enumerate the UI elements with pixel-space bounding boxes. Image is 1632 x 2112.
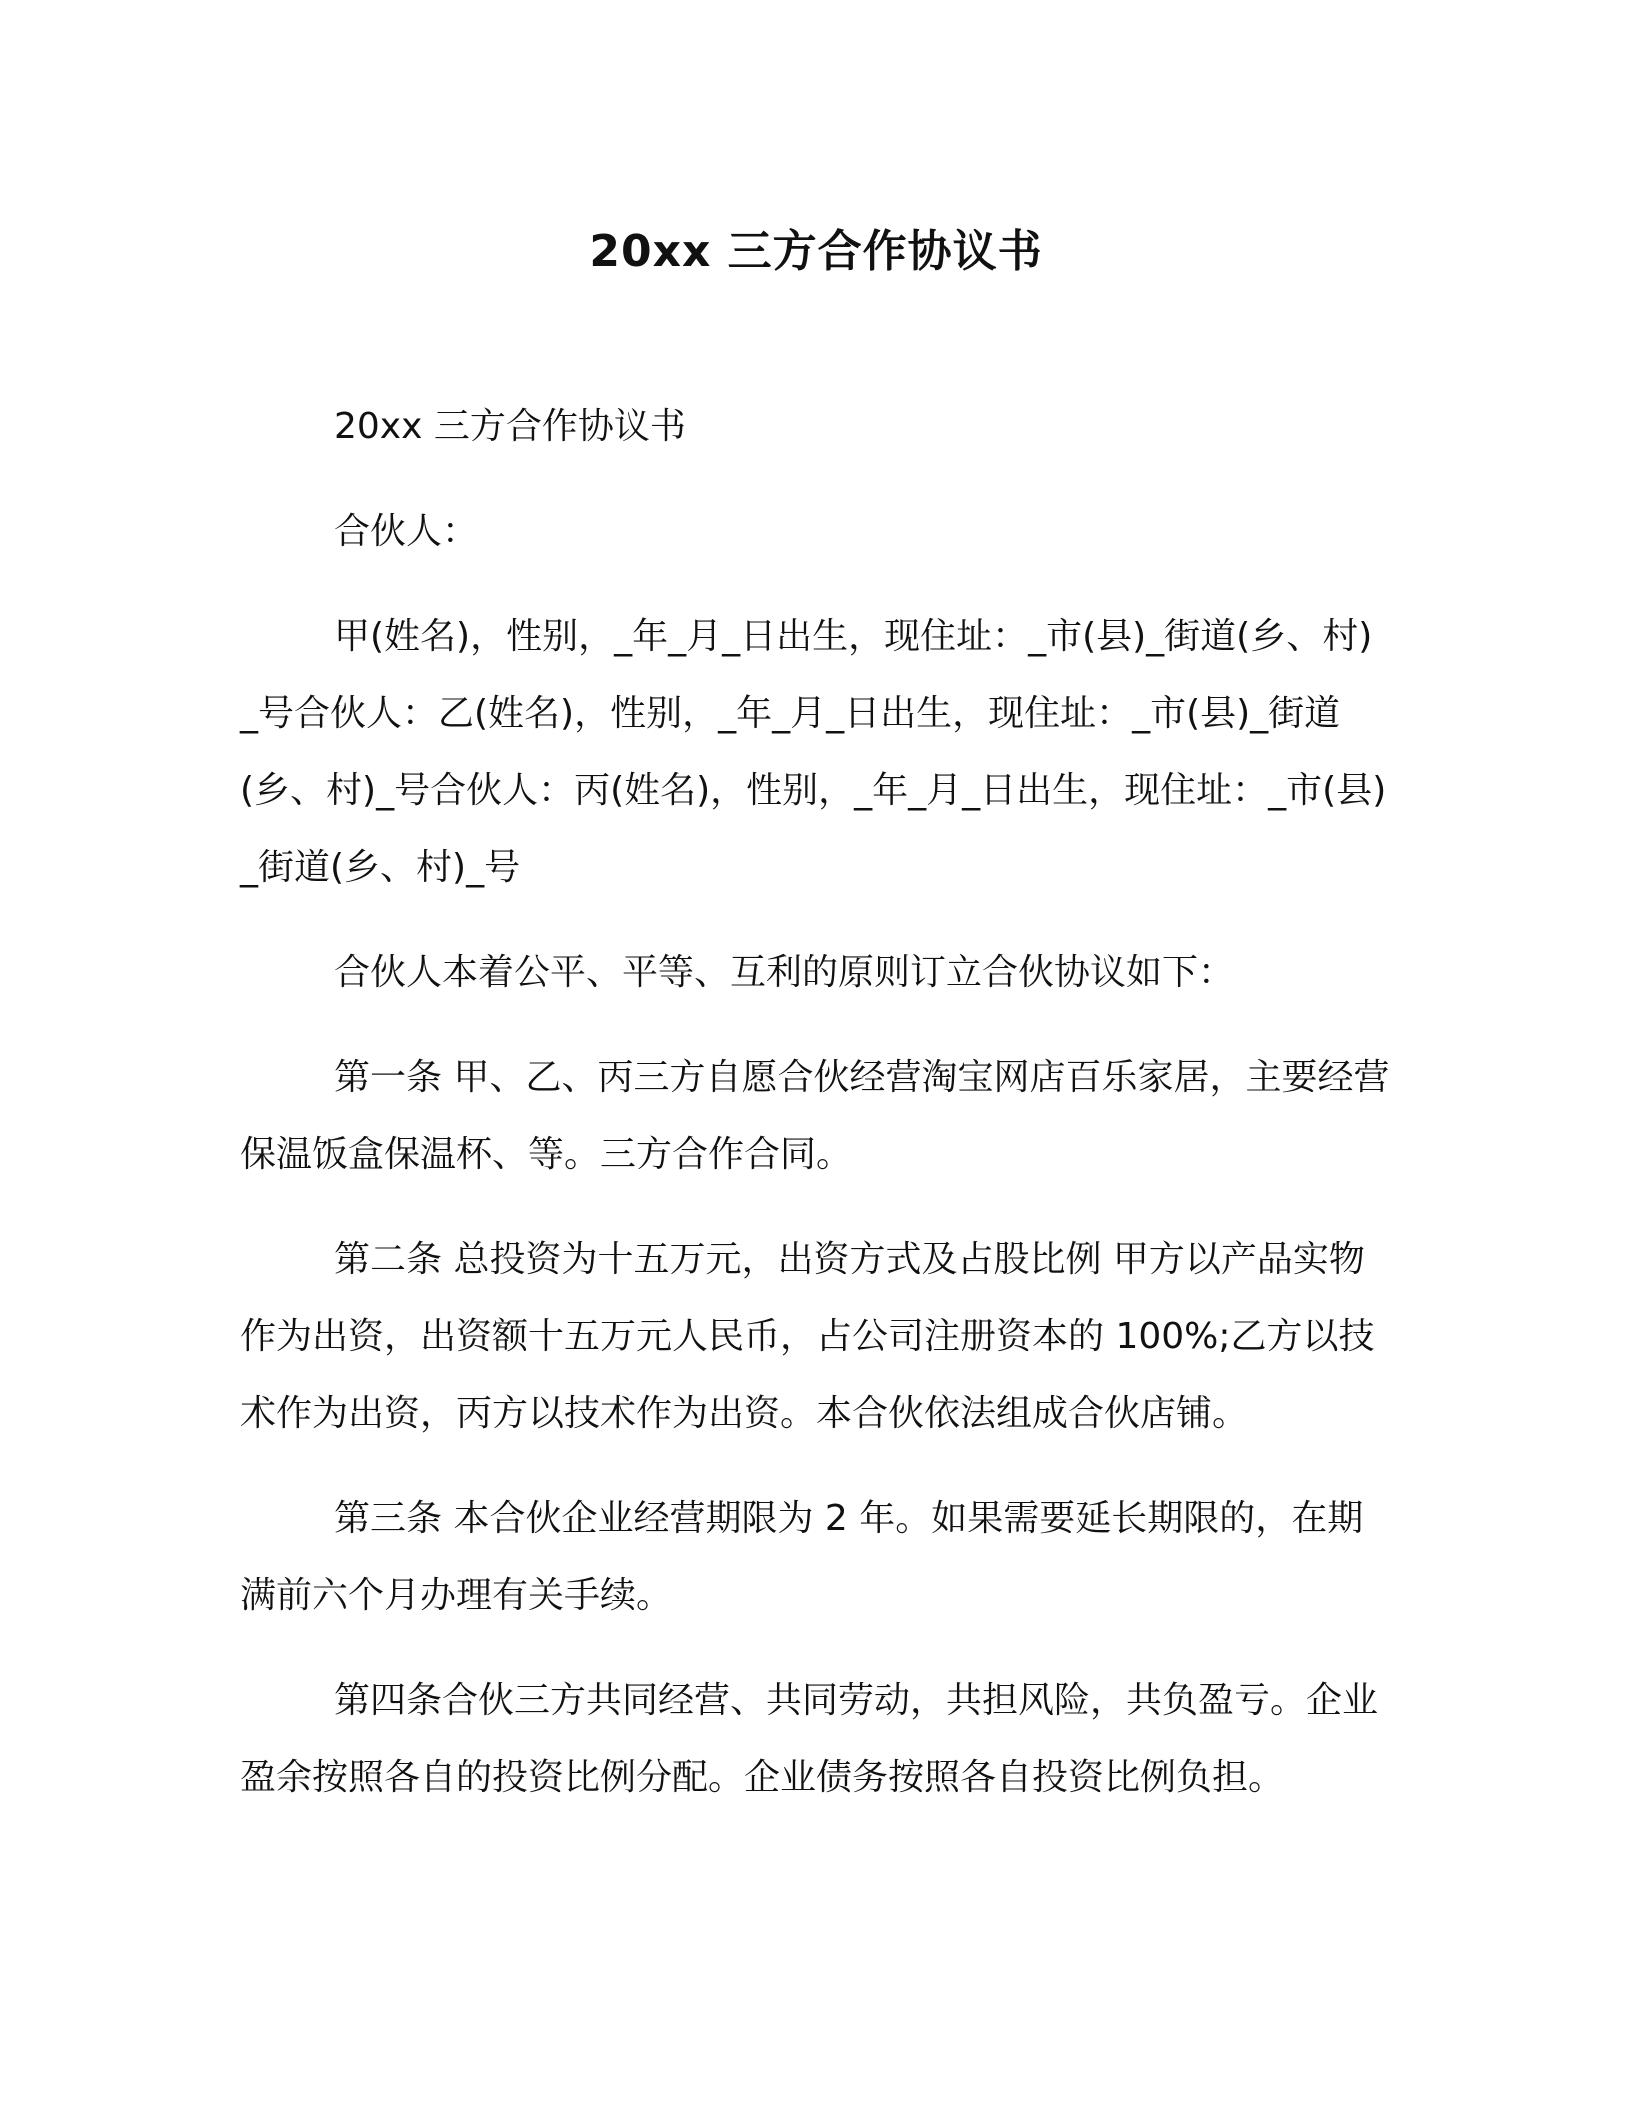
subtitle-paragraph: 20xx 三方合作协议书 <box>334 406 686 447</box>
article-4-paragraph: 第四条合伙三方共同经营、共同劳动，共担风险，共负盈亏。企业盈余按照各自的投资比例分配。企业债务按照各自投资比例负担。 <box>240 1680 1379 1798</box>
document-body <box>240 388 1390 1844</box>
principle-paragraph: 合伙人本着公平、平等、互利的原则订立合伙协议如下： <box>334 952 1235 993</box>
article-1-paragraph: 第一条 甲、乙、丙三方自愿合伙经营淘宝网店百乐家居，主要经营保温饭盒保温杯、等。三方合作合同。 <box>240 1057 1390 1175</box>
partners-info-paragraph: 甲(姓名)，性别，_年_月_日出生，现住址：_市(县)_街道(乡、村)_号合伙人：乙(姓名)，性别，_年_月_日出生，现住址：_市(县)_街道(乡、村)_号合伙人：丙(姓名)，性别，_年_月_日出生，现住址：_市(县)_街道(乡、村)_号 <box>240 616 1387 888</box>
article-3-paragraph: 第三条 本合伙企业经营期限为 2 年。如果需要延长期限的，在期满前六个月办理有关手续。 <box>240 1498 1364 1616</box>
document-title: 20xx 三方合作协议书 <box>589 226 1043 277</box>
article-2-paragraph: 第二条 总投资为十五万元，出资方式及占股比例 甲方以产品实物作为出资，出资额十五万元人民币，占公司注册资本的 100%;乙方以技术作为出资，丙方以技术作为出资。本合伙依法组成合伙店铺。 <box>240 1239 1375 1434</box>
partners-heading-paragraph: 合伙人： <box>334 511 479 552</box>
